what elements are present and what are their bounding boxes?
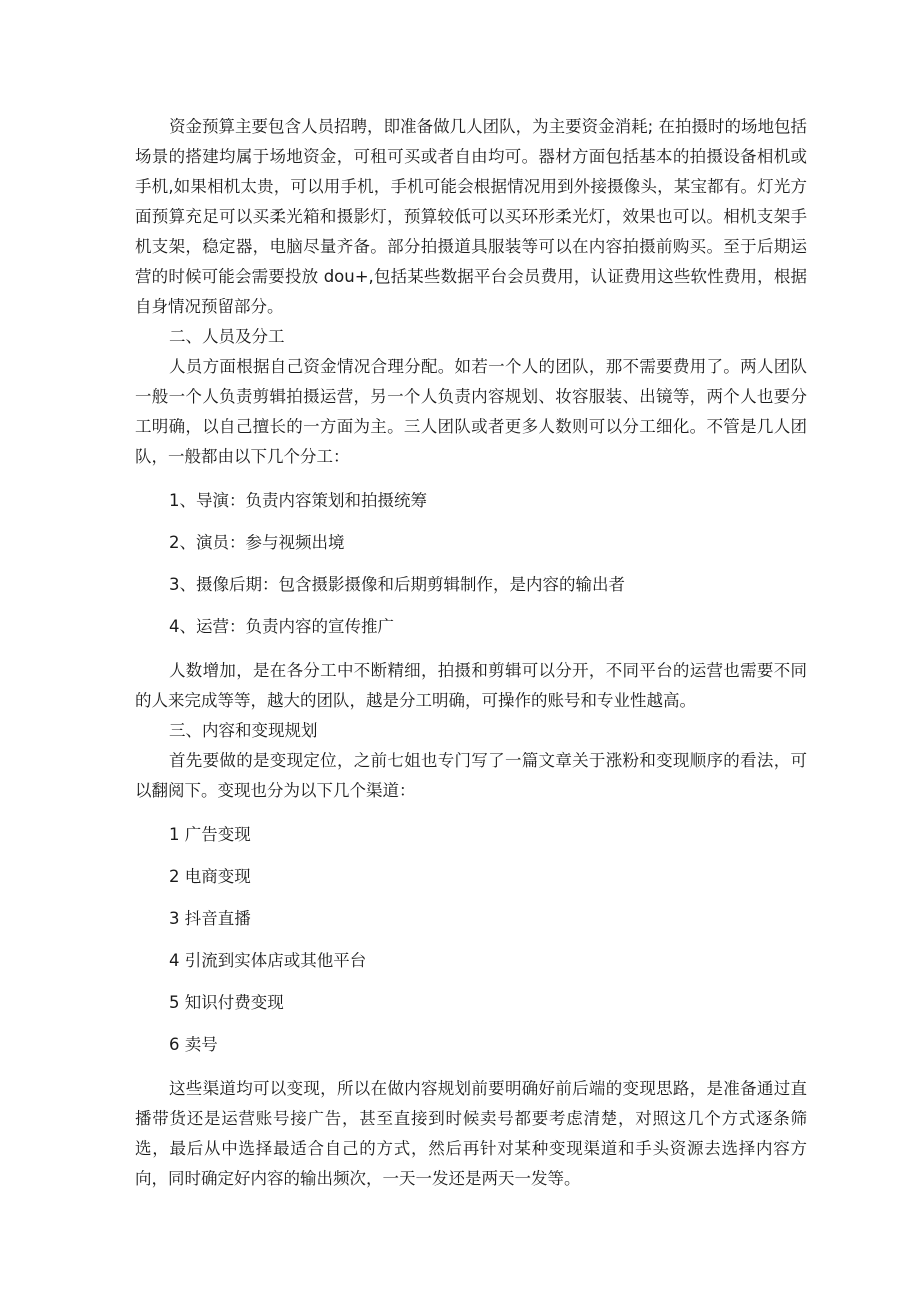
document-body <box>135 112 807 1194</box>
section-heading-staffing: 二、人员及分工 <box>169 327 285 346</box>
list-item-channel-sell-account: 6 卖号 <box>169 1035 218 1054</box>
list-item-role-operations: 4、运营：负责内容的宣传推广 <box>169 617 394 636</box>
team-growth-paragraph: 人数增加，是在各分工中不断精细，拍摄和剪辑可以分开，不同平台的运营也需要不同的人来完成等等，越大的团队，越是分工明确，可操作的账号和专业性越高。 <box>135 661 807 710</box>
list-item-channel-offline: 4 引流到实体店或其他平台 <box>169 951 367 970</box>
section-heading-monetization: 三、内容和变现规划 <box>169 721 318 740</box>
list-item-role-director: 1、导演：负责内容策划和拍摄统筹 <box>169 491 427 510</box>
staffing-paragraph: 人员方面根据自己资金情况合理分配。如若一个人的团队，那不需要费用了。两人团队一般一个人负责剪辑拍摄运营，另一个人负责内容规划、妆容服装、出镜等，两个人也要分工明确，以自己擅长的一方面为主。三人团队或者更多人数则可以分工细化。不管是几人团队，一般都由以下几个分工： <box>135 357 807 466</box>
conclusion-paragraph: 这些渠道均可以变现，所以在做内容规划前要明确好前后端的变现思路，是准备通过直播带货还是运营账号接广告，甚至直接到时候卖号都要考虑清楚，对照这几个方式逐条筛选，最后从中选择最适合自己的方式，然后再针对某种变现渠道和手头资源去选择内容方向，同时确定好内容的输出频次，一天一发还是两天一发等。 <box>135 1079 807 1188</box>
list-item-channel-live: 3 抖音直播 <box>169 909 251 928</box>
monetization-paragraph: 首先要做的是变现定位，之前七姐也专门写了一篇文章关于涨粉和变现顺序的看法，可以翻阅下。变现也分为以下几个渠道： <box>135 751 807 800</box>
list-item-channel-ads: 1 广告变现 <box>169 825 251 844</box>
list-item-role-actor: 2、演员：参与视频出境 <box>169 533 345 552</box>
list-item-channel-ecommerce: 2 电商变现 <box>169 867 251 886</box>
list-item-role-camera-post: 3、摄像后期：包含摄影摄像和后期剪辑制作，是内容的输出者 <box>169 575 625 594</box>
roles-list <box>135 480 807 648</box>
channels-list <box>135 814 807 1066</box>
list-item-channel-paid-knowledge: 5 知识付费变现 <box>169 993 284 1012</box>
budget-paragraph: 资金预算主要包含人员招聘，即准备做几人团队，为主要资金消耗; 在拍摄时的场地包括场景的搭建均属于场地资金，可租可买或者自由均可。器材方面包括基本的拍摄设备相机或手机,如果相机太贵，可以用手机，手机可能会根据情况用到外接摄像头，某宝都有。灯光方面预算充足可以买柔光箱和摄影灯，预算较低可以买环形柔光灯，效果也可以。相机支架手机支架，稳定器，电脑尽量齐备。部分拍摄道具服装等可以在内容拍摄前购买。至于后期运营的时候可能会需要投放 dou+,包括某些数据平台会员费用，认证费用这些软性费用，根据自身情况预留部分。 <box>135 117 807 316</box>
